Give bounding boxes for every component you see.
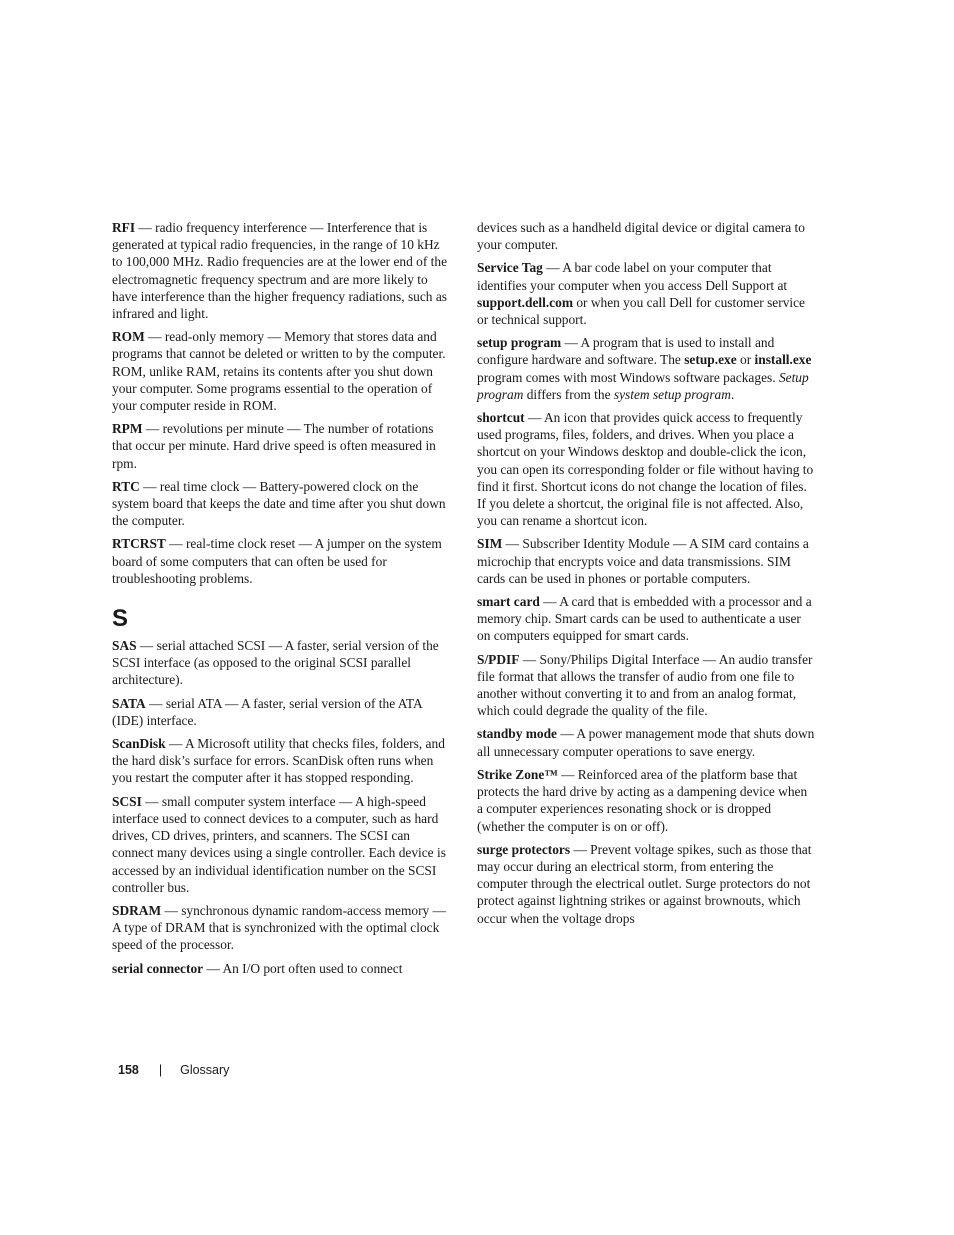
definition: — A program that is used to install and configure hardware and software. The [477,335,775,368]
term: shortcut [477,410,525,426]
definition: — serial ATA — A faster, serial version of the ATA (IDE) interface. [112,695,422,728]
glossary-entry-standby-mode [477,725,815,759]
left-column [112,219,448,983]
definition: — An I/O port often used to connect [203,960,403,976]
term: RTC [112,478,140,494]
definition: — Prevent voltage spikes, such as those that may occur during an electrical storm, from entering the computer through the electrical outlet. Surge protectors do not protect against lightning strikes or against brownouts, which occur when the voltage drops [477,841,812,926]
glossary-entry-rom [112,328,448,414]
definition: — small computer system interface — A high-speed interface used to connect devices to a computer, such as hard drives, CD drives, printers, and scanners. The SCSI can connect many devices using a single controller. Each device is accessed by an individual identification number on the SCSI controller bus. [112,793,446,895]
glossary-entry-rtcrst [112,535,448,587]
continued-definition: devices such as a handheld digital device or digital camera to your computer. [477,220,805,253]
glossary-entry-scsi [112,793,448,896]
filename: setup.exe [684,352,737,368]
definition: or [736,352,755,368]
page-number: 158 [118,1063,139,1077]
term: S/PDIF [477,651,520,667]
glossary-entry-setup-program [477,334,815,403]
glossary-entry-serial-connector [112,960,448,977]
definition: — serial attached SCSI — A faster, serial version of the SCSI interface (as opposed to the original SCSI parallel architecture). [112,638,439,688]
definition: — A power management mode that shuts down all unnecessary computer operations to save energy. [477,726,815,759]
page-footer [118,1061,229,1079]
glossary-entry-sas [112,637,448,689]
definition: differs from the [523,386,614,402]
italic-term: system setup program [613,386,731,402]
section-heading-s: S [112,605,129,633]
glossary-entry-strike-zone [477,766,815,835]
definition: — real time clock — Battery-powered clock on the system board that keeps the date and time after you shut down the computer. [112,478,446,529]
glossary-entry-spdif [477,651,815,720]
definition: — revolutions per minute — The number of rotations that occur per minute. Hard drive speed is often measured in rpm. [112,421,436,471]
definition: — Reinforced area of the platform base that protects the hard drive by acting as a dampening device when a computer experiences resonating shock or is dropped (whether the computer is on or off). [477,766,808,834]
term: serial connector [112,960,204,976]
glossary-entry-surge-protectors [477,841,815,927]
glossary-entry-service-tag [477,259,815,328]
definition: — A bar code label on your computer that identifies your computer when you access Dell Support at [477,260,788,293]
term: RTCRST [112,536,166,552]
term: SIM [477,536,503,552]
definition: — radio frequency interference — Interference that is generated at typical radio frequencies, in the range of 10 kHz to 100,000 MHz. Radio frequencies are at the lower end of the electromagnetic frequency spectrum and are more likely to have interference than the higher frequency radiations, such as infrared and light. [112,220,448,322]
glossary-entry-sata [112,695,448,729]
definition: — read-only memory — Memory that stores data and programs that cannot be deleted or written to by the computer. ROM, unlike RAM, retains its contents after you shut down your computer. Some programs essential to the operation of your computer reside in ROM. [112,329,446,414]
term: SCSI [112,793,142,809]
term: ScanDisk [112,736,166,752]
definition: — A card that is embedded with a processor and a memory chip. Smart cards can be used to authenticate a user on computers equipped for smart cards. [477,594,812,644]
glossary-entry-sdram [112,902,448,954]
definition: program comes with most Windows software packages. [477,369,779,385]
definition: — synchronous dynamic random-access memory — A type of DRAM that is synchronized with the optimal clock speed of the processor. [112,902,446,953]
term: ROM [112,329,145,345]
term: standby mode [477,726,557,742]
definition: — An icon that provides quick access to frequently used programs, files, folders, and drives. When you place a shortcut on your Windows desktop and double-click the icon, you can open its corresponding folder or file without having to find it first. Shortcut icons do not change the location of files. If you delete a shortcut, the original file is not affected. Also, you can rename a shortcut icon. [477,410,814,529]
footer-section-title: Glossary [180,1063,230,1077]
support-url: support.dell.com [477,294,573,310]
definition: — real-time clock reset — A jumper on the system board of some computers that can often be used for troubleshooting problems. [112,536,442,586]
glossary-entry-rpm [112,420,448,472]
definition: . [730,386,735,402]
term: SDRAM [112,902,162,918]
term: RFI [112,220,136,235]
definition: or when you call Dell for customer service or technical support. [477,294,806,328]
term: smart card [477,594,540,610]
glossary-entry-sim [477,535,815,587]
term: SAS [112,638,137,654]
definition: — Sony/Philips Digital Interface — An audio transfer file format that allows the transfer of audio from one file to another without converting it to and from an analog format, which could degrade the quality of the file. [477,651,813,719]
glossary-entry-shortcut [477,409,815,529]
term: Service Tag [477,260,543,276]
right-column [477,219,815,933]
term: RPM [112,421,143,437]
definition: — A Microsoft utility that checks files, folders, and the hard disk’s surface for errors. ScanDisk often runs when you restart the computer after it has stopped responding. [112,736,445,786]
italic-term: Setup program [477,369,809,402]
definition: — Subscriber Identity Module — A SIM card contains a microchip that encrypts voice and data transmissions. SIM cards can be used in phones or portable computers. [477,536,809,586]
term: SATA [112,695,146,711]
glossary-entry-rfi [112,219,448,322]
term: surge protectors [477,841,571,857]
footer-separator: | [158,1063,163,1077]
glossary-entry-rtc [112,478,448,530]
glossary-entry-smart-card [477,593,815,645]
glossary-entry-scandisk [112,735,448,787]
filename: install.exe [754,352,812,368]
term: Strike Zone™ [477,766,558,782]
term: setup program [477,335,562,351]
